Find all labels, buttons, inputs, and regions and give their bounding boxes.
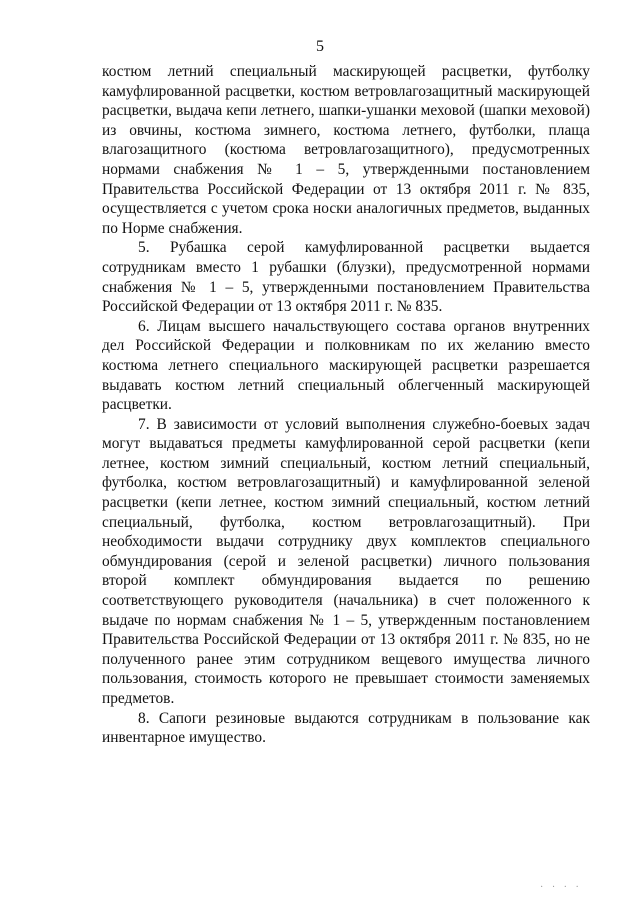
paragraph-item-5: 5. Рубашка серой камуфлированной расцветки выдается сотрудникам вместо 1 рубашки (блузки), предусмотренной нормами снабжения № 1 – 5, утвержденными постановлением Правительства Российской Федерации от 13 октября 2011 г. № 835. — [102, 239, 590, 316]
paragraph-item-7: 7. В зависимости от условий выполнения служебно-боевых задач могут выдаваться предметы камуфлированной серой расцветки (кепи летнее, костюм зимний специальный, костюм летний специальный, футболка, костюм ветровлагозащитный) и камуфлированной зеленой расцветки (кепи летнее, костюм зимний специальный, костюм летний специальный, футболка, костюм ветровлагозащитный). При необходимости выдачи сотруднику двух комплектов специального обмундирования (серой и зеленой расцветки) личного пользования второй комплект обмундирования выдается по решению соответствующего руководителя (начальника) в счет положенного к выдаче по нормам снабжения № 1 – 5, утвержденным постановлением Правительства Российской Федерации от 13 октября 2011 г. № 835, но не полученного ранее этим сотрудником вещевого имущества личного пользования, стоимость которого не превышает стоимости заменяемых предметов. — [102, 415, 590, 707]
document-body — [102, 62, 590, 748]
paragraph-item-8: 8. Сапоги резиновые выдаются сотрудникам в пользование как инвентарное имущество. — [102, 709, 590, 747]
paragraph-continuation: костюм летний специальный маскирующей расцветки, футболку камуфлированной расцветки, костюм ветровлагозащитный маскирующей расцветки, выдача кепи летнего, шапки-ушанки меховой (шапки меховой) из овчины, костюма зимнего, костюма летнего, футболки, плаща влагозащитного (костюма ветровлагозащитного), предусмотренных нормами снабжения № 1 – 5, утвержденными постановлением Правительства Российской Федерации от 13 октября 2011 г. № 835, осуществляется с учетом срока носки аналогичных предметов, выданных по Норме снабжения. — [102, 63, 590, 237]
paragraph-item-6: 6. Лицам высшего начальствующего состава органов внутренних дел Российской Федерации и полковникам по их желанию вместо костюма летнего специального маскирующей расцветки разрешается выдавать костюм летний специальный облегченный маскирующей расцветки. — [102, 317, 590, 414]
page-number: 5 — [316, 38, 324, 55]
scan-artifact: · · · · — [540, 882, 582, 893]
